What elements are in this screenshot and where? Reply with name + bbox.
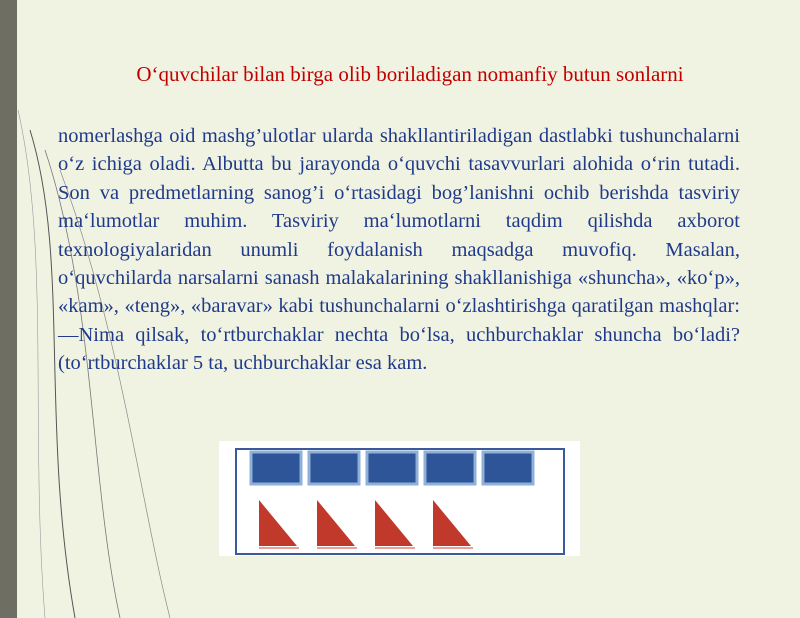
- slide-title: O‘quvchilar bilan birga olib boriladigan nomanfiy butun sonlarni: [136, 62, 684, 86]
- shapes-figure: [219, 441, 580, 556]
- red-triangle: [259, 500, 297, 546]
- red-triangle: [317, 500, 355, 546]
- blue-square: [251, 452, 301, 484]
- blue-square: [309, 452, 359, 484]
- slide-paragraph: nomerlashga oid mashg’ulotlar ularda shakllantiriladigan dastlabki tushunchalarni o‘z ichiga oladi. Albutta bu jarayonda o‘quvchi tasavvurlari alohida o‘rin tutadi. Son va predmetlarning sanog’i o‘rtasidagi bog’lanishni ochib berishda tasviriy ma‘lumotlar muhim. Tasviriy ma‘lumotlarni taqdim qilishda axborot texnologiyalaridan unumli foydalanish maqsadga muvofiq. Masalan, o‘quvchilarda narsalarni sanash malakalarining shakllanishiga «shuncha», «ko‘p», «kam», «teng», «baravar» kabi tushunchalarni o‘zlashtirishga qaratilgan mashqlar: —Nima qilsak, to‘rtburchaklar nechta bo‘lsa, uchburchaklar shuncha bo‘ladi? (to‘rtburchaklar 5 ta, uchburchaklar esa kam.: [58, 125, 740, 375]
- blue-square: [367, 452, 417, 484]
- shapes-illustration: [219, 441, 580, 556]
- blue-square: [483, 452, 533, 484]
- red-triangle: [433, 500, 471, 546]
- red-triangle: [375, 500, 413, 546]
- blue-square: [425, 452, 475, 484]
